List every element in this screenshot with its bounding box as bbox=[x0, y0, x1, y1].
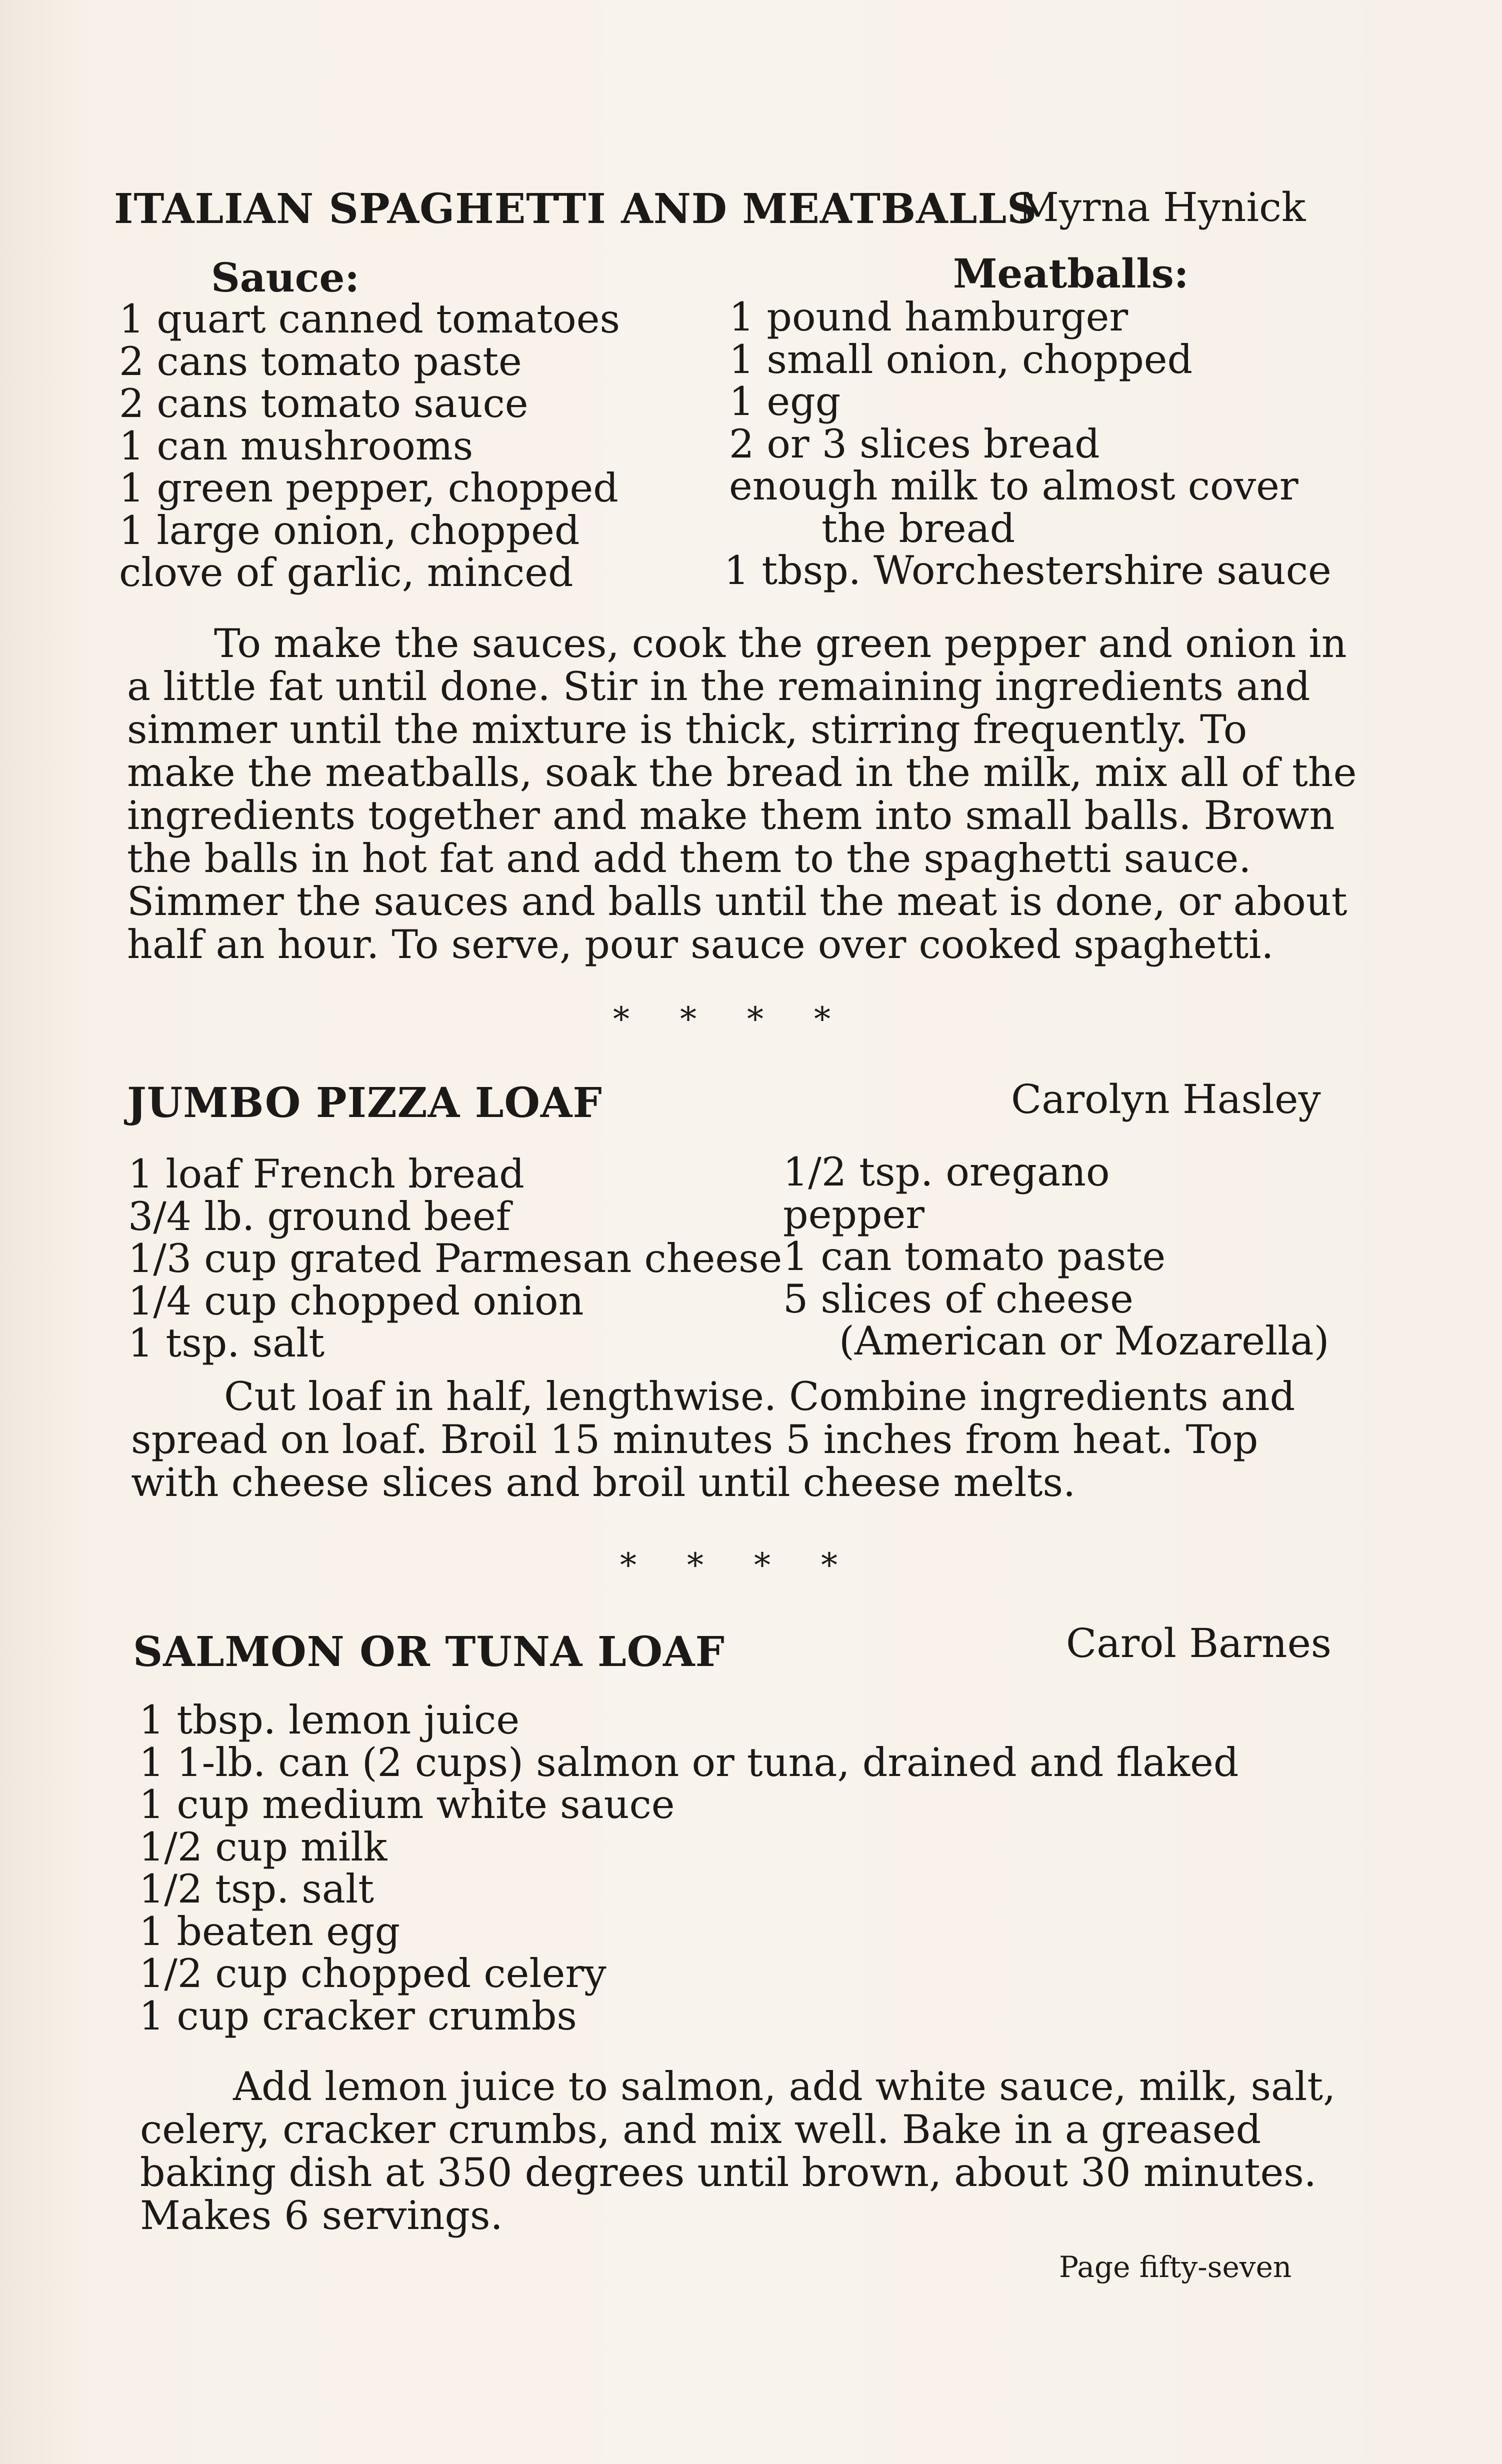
direction-line: baking dish at 350 degrees until brown, about 30 minutes. bbox=[140, 2150, 1316, 2196]
direction-line: half an hour. To serve, pour sauce over cooked spaghetti. bbox=[127, 922, 1274, 968]
ingredient: (American or Mozarella) bbox=[839, 1318, 1330, 1364]
page-number: Page fifty-seven bbox=[1059, 2250, 1292, 2284]
section-separator: * * * * bbox=[620, 1546, 858, 1584]
ingredient: 1 can mushrooms bbox=[119, 422, 474, 469]
ingredient: 1/2 tsp. salt bbox=[139, 1866, 374, 1912]
direction-line: celery, cracker crumbs, and mix well. Bake in a greased bbox=[140, 2106, 1262, 2152]
section-separator: * * * * bbox=[613, 1000, 850, 1038]
ingredient: 1/2 tsp. oregano bbox=[783, 1149, 1110, 1195]
direction-line: with cheese slices and broil until cheese melts. bbox=[131, 1460, 1076, 1506]
recipe-author: Myrna Hynick bbox=[1018, 184, 1306, 230]
ingredient: 1 cup medium white sauce bbox=[139, 1782, 675, 1828]
direction-line: Add lemon juice to salmon, add white sauce, milk, salt, bbox=[233, 2064, 1336, 2110]
ingredient: 1 large onion, chopped bbox=[119, 507, 580, 554]
recipe-directions bbox=[140, 2064, 1336, 2238]
direction-line: a little fat until done. Stir in the remaining ingredients and bbox=[127, 664, 1310, 710]
ingredient: 2 or 3 slices bread bbox=[729, 420, 1100, 467]
ingredient: 1 cup cracker crumbs bbox=[139, 1992, 577, 2039]
ingredient: 1 pound hamburger bbox=[729, 294, 1128, 340]
ingredient: 2 cans tomato paste bbox=[119, 338, 522, 384]
ingredient: enough milk to almost cover bbox=[729, 463, 1298, 509]
pizza-ingredients-left bbox=[128, 1153, 782, 1364]
ingredient: 3/4 lb. ground beef bbox=[128, 1193, 510, 1240]
direction-line: To make the sauces, cook the green pepper and onion in bbox=[214, 620, 1347, 666]
ingredient: pepper bbox=[783, 1191, 924, 1238]
ingredient: 1 small onion, chopped bbox=[729, 336, 1193, 382]
ingredient: 1/4 cup chopped onion bbox=[128, 1278, 584, 1324]
sauce-ingredients bbox=[119, 298, 620, 594]
pizza-ingredients-right bbox=[783, 1151, 1329, 1362]
ingredient: the bread bbox=[822, 505, 1016, 552]
recipe-author: Carolyn Hasley bbox=[1011, 1076, 1321, 1122]
direction-line: Cut loaf in half, lengthwise. Combine ingredients and bbox=[224, 1374, 1296, 1420]
ingredient: 1 can tomato paste bbox=[783, 1234, 1166, 1280]
meatball-ingredients bbox=[724, 294, 1332, 594]
direction-line: spread on loaf. Broil 15 minutes 5 inches from heat. Top bbox=[131, 1416, 1258, 1462]
ingredient: 1 quart canned tomatoes bbox=[119, 296, 620, 342]
ingredient: 1 egg bbox=[729, 378, 841, 424]
direction-line: Simmer the sauces and balls until the meat is done, or about bbox=[127, 878, 1348, 924]
meatballs-heading: Meatballs: bbox=[953, 250, 1189, 297]
ingredient: clove of garlic, minced bbox=[119, 550, 574, 596]
recipe-title: SALMON OR TUNA LOAF bbox=[133, 1628, 725, 1676]
direction-line: ingredients together and make them into small balls. Brown bbox=[127, 792, 1335, 838]
recipe-directions bbox=[127, 620, 1357, 968]
ingredient: 5 slices of cheese bbox=[783, 1276, 1134, 1322]
recipe-directions bbox=[131, 1375, 1320, 1504]
direction-line: simmer until the mixture is thick, stirring frequently. To bbox=[127, 706, 1248, 752]
ingredient: 1 tbsp. Worchestershire sauce bbox=[724, 548, 1332, 594]
ingredient: 1 1-lb. can (2 cups) salmon or tuna, drained and flaked bbox=[139, 1739, 1239, 1786]
recipe-author: Carol Barnes bbox=[1066, 1620, 1332, 1666]
ingredient: 1/3 cup grated Parmesan cheese bbox=[128, 1236, 782, 1282]
ingredient: 1/2 cup milk bbox=[139, 1824, 388, 1870]
recipe-title: ITALIAN SPAGHETTI AND MEATBALLS bbox=[114, 185, 1038, 233]
ingredient: 1 beaten egg bbox=[139, 1908, 400, 1954]
ingredient: 1/2 cup chopped celery bbox=[139, 1950, 606, 1996]
sauce-heading: Sauce: bbox=[211, 254, 360, 301]
direction-line: Makes 6 servings. bbox=[140, 2192, 503, 2238]
ingredient: 1 green pepper, chopped bbox=[119, 465, 618, 511]
ingredient: 1 loaf French bread bbox=[128, 1151, 524, 1197]
ingredient: 1 tbsp. lemon juice bbox=[139, 1697, 520, 1743]
salmon-ingredients bbox=[139, 1699, 1238, 2037]
recipe-title: JUMBO PIZZA LOAF bbox=[127, 1079, 602, 1127]
ingredient: 1 tsp. salt bbox=[128, 1320, 325, 1366]
direction-line: make the meatballs, soak the bread in the milk, mix all of the bbox=[127, 750, 1357, 796]
ingredient: 2 cans tomato sauce bbox=[119, 380, 528, 426]
direction-line: the balls in hot fat and add them to the spaghetti sauce. bbox=[127, 836, 1252, 882]
